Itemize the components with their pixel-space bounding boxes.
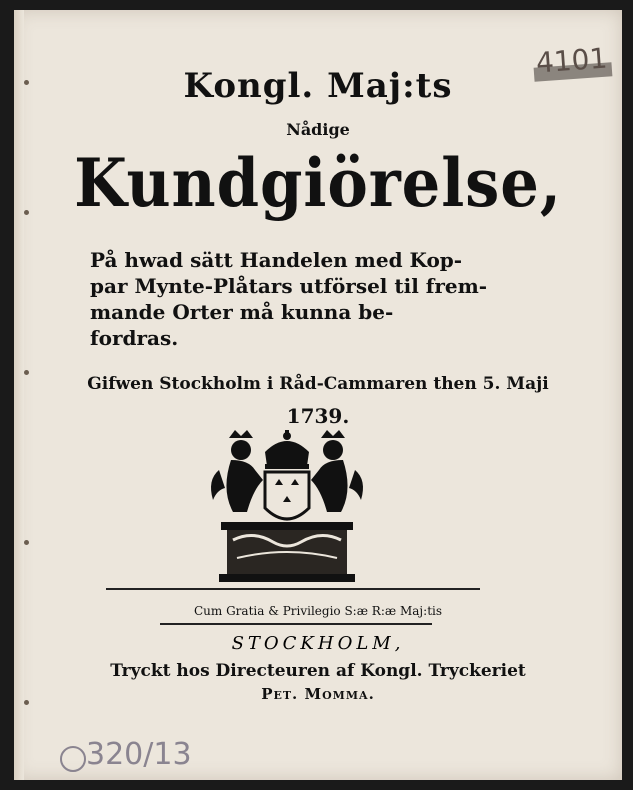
printer-line-1: Tryckt hos Directeuren af Kongl. Tryckeriet bbox=[110, 661, 526, 681]
printer-line-2: Pet. Momma. bbox=[261, 685, 375, 703]
title-line-1: Kongl. Maj:ts bbox=[183, 66, 453, 106]
privilege-line: Cum Gratia & Privilegio S:æ R:æ Maj:tis bbox=[193, 604, 443, 618]
place-of-print: STOCKHOLM, bbox=[231, 633, 405, 654]
pencil-circle bbox=[60, 746, 86, 772]
crown-icon bbox=[265, 430, 309, 469]
subtitle-line-4: fordras. bbox=[90, 326, 179, 350]
subtitle-line-3: mande Orter må kunna be- bbox=[90, 300, 394, 324]
binding-hole bbox=[24, 210, 29, 215]
divider-top bbox=[106, 588, 480, 590]
lion-right-icon bbox=[311, 430, 363, 512]
shield-icon bbox=[265, 472, 309, 519]
coat-of-arms-emblem bbox=[203, 430, 371, 590]
document-page bbox=[14, 10, 622, 780]
subtitle-line-2: par Mynte-Plåtars utförsel til frem- bbox=[90, 274, 488, 298]
given-line: Gifwen Stockholm i Råd-Cammaren then 5. Maji bbox=[87, 374, 549, 394]
subtitle-line-1: På hwad sätt Handelen med Kop- bbox=[90, 248, 463, 272]
main-title: Kundgiörelse, bbox=[74, 144, 562, 222]
title-line-2: Nådige bbox=[286, 120, 350, 139]
year: 1739. bbox=[286, 404, 350, 428]
divider-bottom bbox=[160, 623, 432, 625]
lion-left-icon bbox=[211, 430, 263, 512]
manuscript-number-top: 4101 bbox=[534, 41, 609, 80]
binding-hole bbox=[24, 540, 29, 545]
pedestal-icon bbox=[219, 522, 355, 582]
manuscript-number-bottom: 320/13 bbox=[86, 737, 192, 772]
